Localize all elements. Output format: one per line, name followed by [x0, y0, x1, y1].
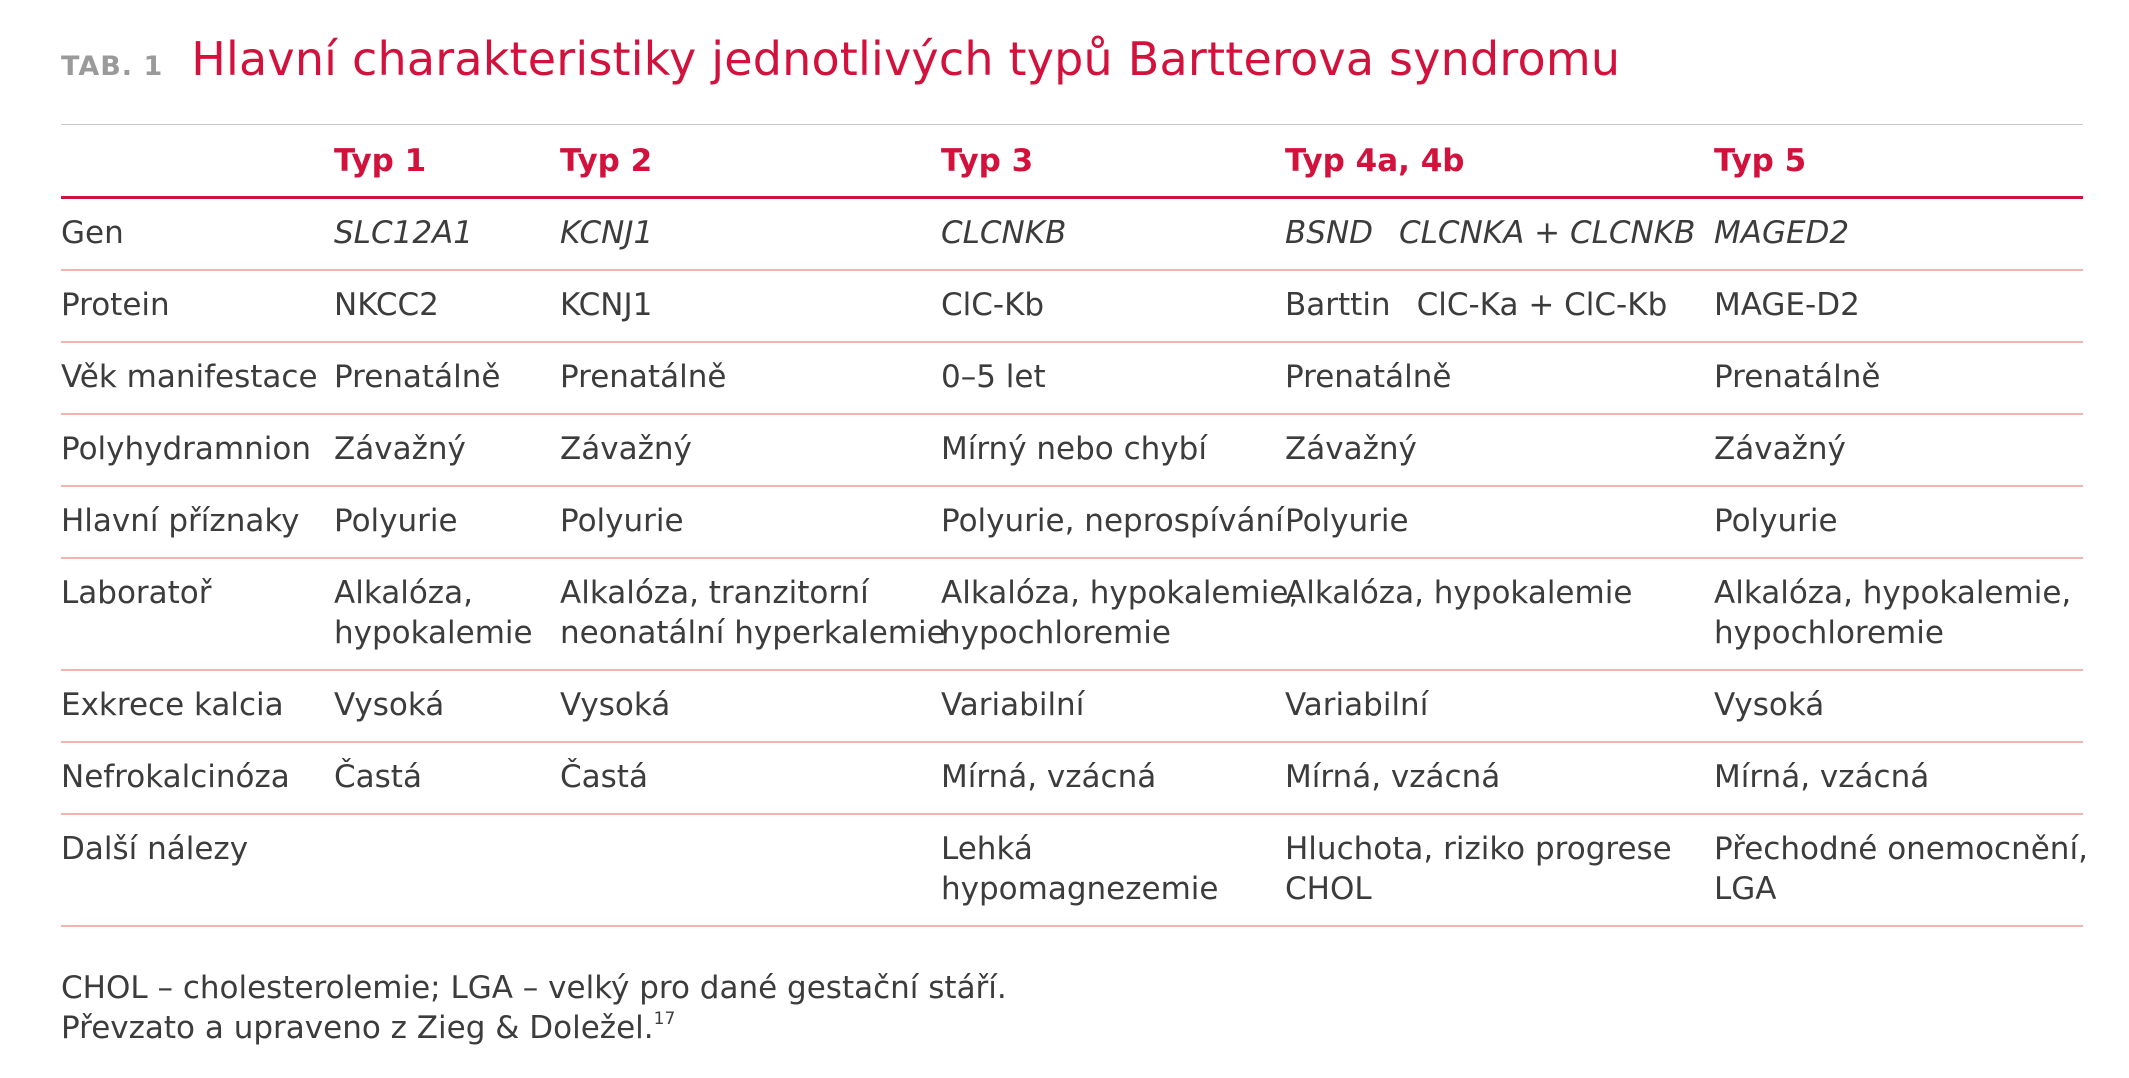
- bartter-syndrome-table: [61, 124, 2088, 927]
- cell-part: ClC-Ka + ClC-Kb: [1416, 287, 1668, 323]
- cell-line: Alkalóza, tranzitorní: [560, 575, 869, 611]
- table-row-vek-manifestace: [61, 342, 2083, 414]
- cell-line: Hluchota, riziko progrese: [1285, 831, 1672, 867]
- table-cell: Závažný: [334, 431, 466, 467]
- cell-line: CHOL: [1285, 871, 1372, 907]
- table-row-gen: [61, 198, 2083, 271]
- cell-line: Alkalóza, hypokalemie: [1285, 575, 1633, 611]
- table-row-exkrece-kalcia: [61, 670, 2083, 742]
- cell-part: BSND: [1285, 215, 1374, 251]
- table-cell: Polyurie: [1714, 503, 1838, 539]
- table-cell: Prenatálně: [1285, 359, 1452, 395]
- table-cell: Vysoká: [1714, 687, 1825, 723]
- table-cell: Mírná, vzácná: [1285, 759, 1501, 795]
- header-cell-typ5: Typ 5: [1714, 142, 1807, 179]
- table-cell: NKCC2: [334, 287, 439, 323]
- table-cell: Polyurie: [1285, 503, 1409, 539]
- footnote-source-text: Převzato a upraveno z Zieg & Doležel.: [61, 1010, 654, 1046]
- table-cell: Závažný: [1714, 431, 1846, 467]
- cell-line: LGA: [1714, 871, 1777, 907]
- table-cell: [334, 814, 560, 926]
- table-cell-typ4: [1285, 270, 1714, 342]
- table-cell: CLCNKB: [941, 215, 1067, 251]
- header-cell-typ1: Typ 1: [334, 142, 427, 179]
- table-number-label: TAB. 1: [61, 51, 164, 82]
- table-cell: Častá: [334, 759, 422, 795]
- table-cell: ClC-Kb: [941, 287, 1045, 323]
- footnote-abbreviations: CHOL – cholesterolemie; LGA – velký pro dané gestační stáří.: [61, 970, 1007, 1006]
- table-cell: [560, 558, 946, 670]
- table-cell: MAGED2: [1714, 215, 1850, 251]
- table-cell: Mírný nebo chybí: [941, 431, 1207, 467]
- cell-line: hypokalemie: [334, 615, 533, 651]
- cell-line: hypochloremie: [1714, 615, 1944, 651]
- cell-line: Přechodné onemocnění,: [1714, 831, 2088, 867]
- table-row-dalsi-nalezy: [61, 814, 2083, 926]
- table-row-laborator: [61, 558, 2083, 670]
- table-row-nefrokalcinoza: [61, 742, 2083, 814]
- table-caption: [61, 32, 1620, 92]
- header-cell-typ2: Typ 2: [560, 142, 653, 179]
- table-cell: SLC12A1: [334, 215, 473, 251]
- table-cell: [1714, 814, 2088, 926]
- table-cell: Prenatálně: [560, 359, 727, 395]
- cell-line: hypomagnezemie: [941, 871, 1219, 907]
- table-cell-typ4: [1285, 198, 1714, 271]
- table-cell: Častá: [560, 759, 648, 795]
- footnote-source: [61, 1008, 1007, 1048]
- table-row-polyhydramnion: [61, 414, 2083, 486]
- table-cell: Vysoká: [334, 687, 445, 723]
- header-cell-typ4: Typ 4a, 4b: [1285, 142, 1465, 179]
- cell-line: neonatální hyperkalemie: [560, 615, 946, 651]
- table-cell: Prenatálně: [1714, 359, 1881, 395]
- table-cell: 0–5 let: [941, 359, 1046, 395]
- table-title: Hlavní charakteristiky jednotlivých typů Bartterova syndromu: [191, 32, 1621, 86]
- row-label: Polyhydramnion: [61, 431, 311, 467]
- cell-line: Alkalóza, hypokalemie,: [1714, 575, 2072, 611]
- table-cell: [334, 558, 560, 670]
- header-cell-typ3: Typ 3: [941, 142, 1034, 179]
- row-label: Protein: [61, 287, 170, 323]
- cell-line: Alkalóza, hypokalemie,: [941, 575, 1299, 611]
- table-cell: KCNJ1: [560, 215, 654, 251]
- header-cell-empty: [61, 125, 334, 198]
- row-label: Gen: [61, 215, 124, 251]
- cell-part: CLCNKA + CLCNKB: [1399, 215, 1696, 251]
- table-cell: Mírná, vzácná: [1714, 759, 1930, 795]
- table-row-protein: [61, 270, 2083, 342]
- table-cell: Vysoká: [560, 687, 671, 723]
- row-label: Nefrokalcinóza: [61, 759, 290, 795]
- table-cell: Mírná, vzácná: [941, 759, 1157, 795]
- cell-part: Barttin: [1285, 287, 1391, 323]
- table-cell: [1714, 558, 2083, 670]
- table-cell: [941, 558, 1299, 670]
- table-cell: Variabilní: [941, 687, 1085, 723]
- row-label: Další nálezy: [61, 831, 249, 867]
- table-cell: Polyurie: [560, 503, 684, 539]
- table-cell: Polyurie: [334, 503, 458, 539]
- table-cell: Variabilní: [1285, 687, 1429, 723]
- footnote-reference: 17: [653, 1009, 676, 1029]
- table-cell: Závažný: [560, 431, 692, 467]
- row-label: Věk manifestace: [61, 359, 318, 395]
- row-label: Laboratoř: [61, 575, 212, 611]
- cell-line: hypochloremie: [941, 615, 1171, 651]
- cell-line: Alkalóza,: [334, 575, 473, 611]
- table-cell: [941, 814, 1285, 926]
- table-cell: Polyurie, neprospívání: [941, 503, 1284, 539]
- table-cell: Závažný: [1285, 431, 1417, 467]
- cell-line: Lehká: [941, 831, 1033, 867]
- table-cell: [1285, 558, 1714, 670]
- table-row-hlavni-priznaky: [61, 486, 2083, 558]
- row-label: Hlavní příznaky: [61, 503, 300, 539]
- table-cell: Prenatálně: [334, 359, 501, 395]
- row-label: Exkrece kalcia: [61, 687, 284, 723]
- table-cell: MAGE-D2: [1714, 287, 1860, 323]
- table-cell: [1285, 814, 1714, 926]
- table-header-row: [61, 125, 2083, 198]
- table-cell: [560, 814, 941, 926]
- table-cell: KCNJ1: [560, 287, 653, 323]
- table-footnote: [61, 968, 1007, 1048]
